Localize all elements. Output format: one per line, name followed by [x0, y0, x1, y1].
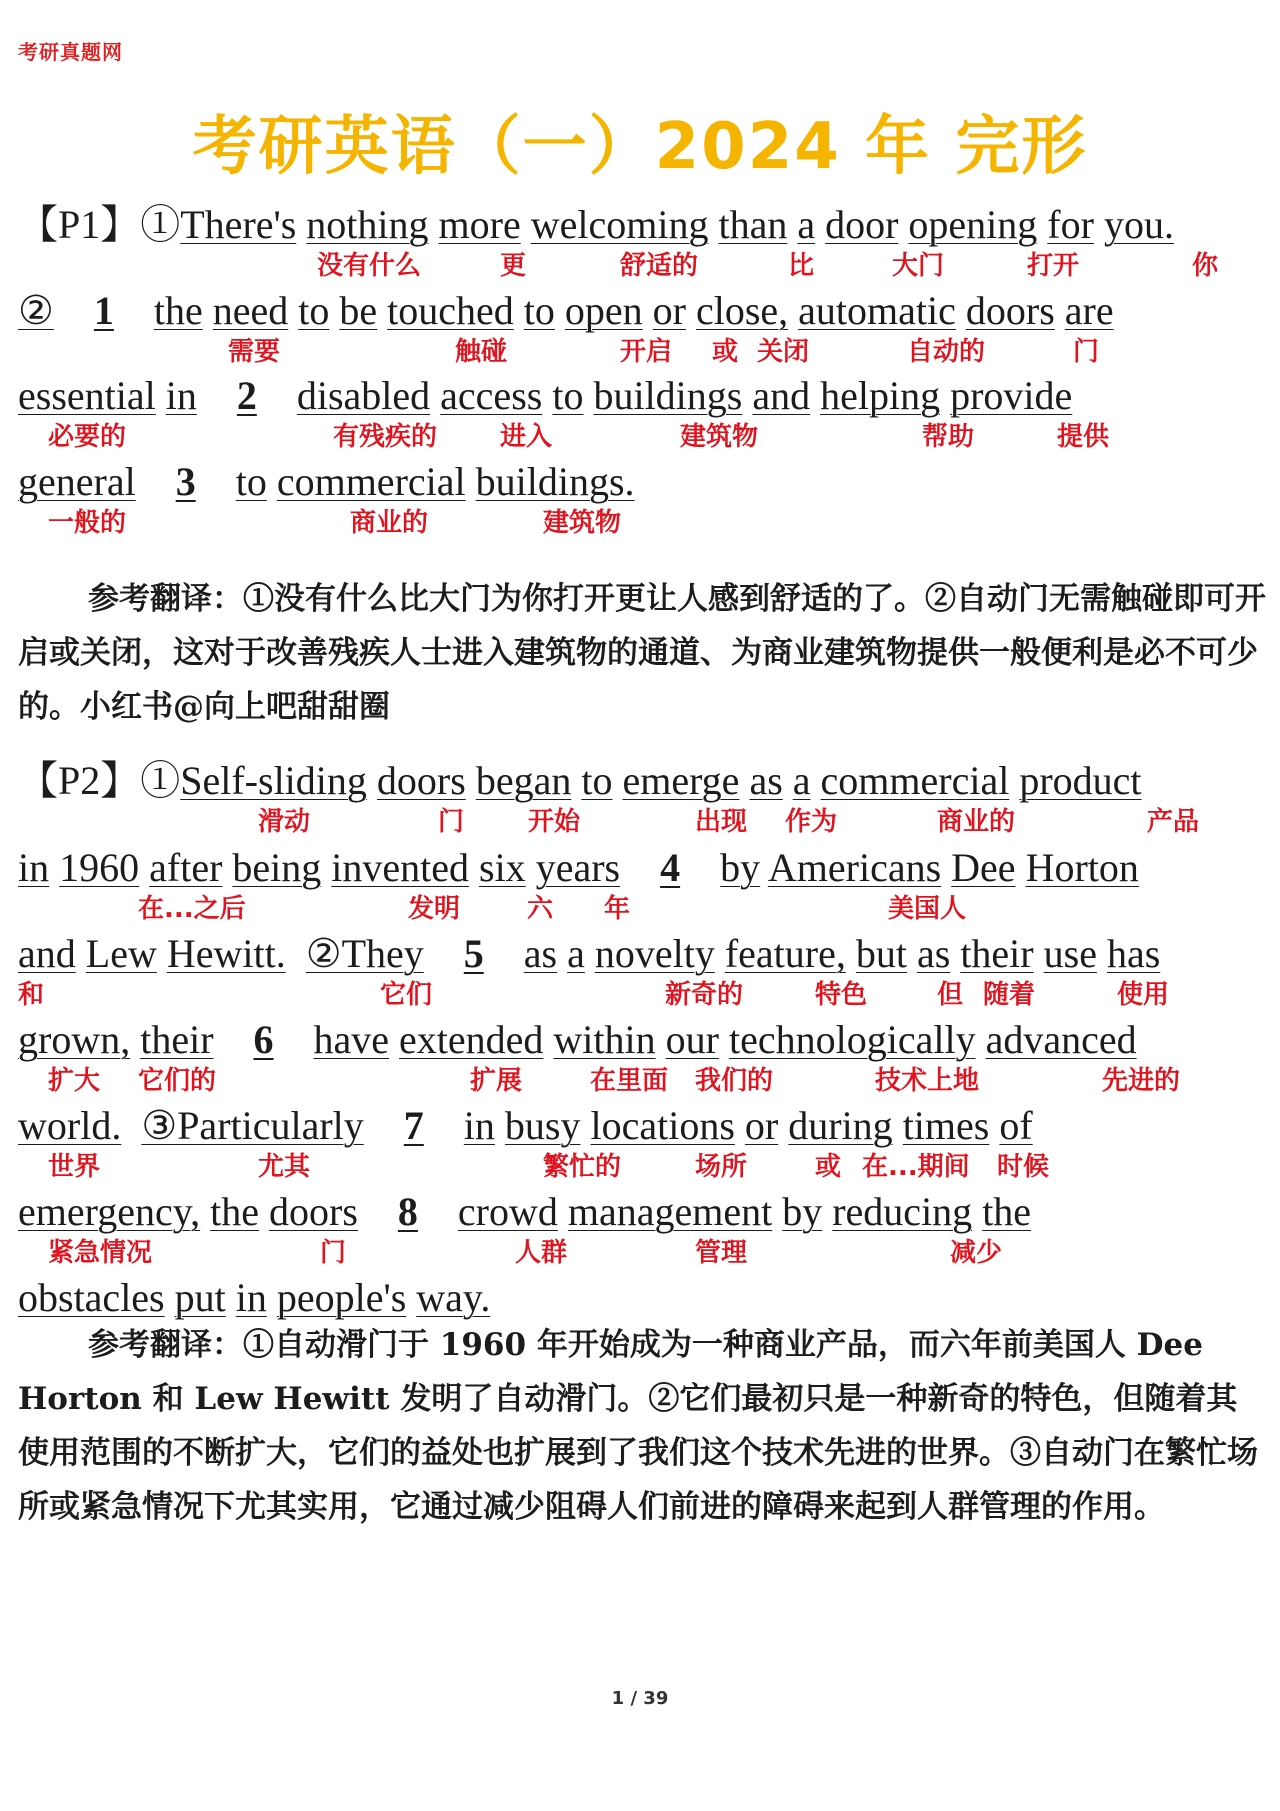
chinese-gloss: 门: [320, 1238, 347, 1268]
word: commercial: [276, 459, 466, 504]
spacer: [130, 1017, 140, 1062]
spacer: [514, 288, 524, 333]
word: use: [1043, 931, 1097, 976]
word: obstacles: [18, 1275, 165, 1320]
chinese-gloss: 尤其: [258, 1152, 311, 1182]
spacer: [1097, 931, 1107, 976]
spacer: [656, 1017, 666, 1062]
word: opening: [908, 202, 1038, 247]
chinese-gloss: 产品: [1147, 807, 1200, 837]
word: to: [235, 459, 267, 504]
spacer: [822, 1189, 832, 1234]
word: buildings: [593, 373, 743, 418]
word: a: [792, 758, 811, 803]
p2-translation: [18, 1318, 1268, 1534]
word: invented: [331, 845, 469, 890]
chinese-gloss: 建筑物: [543, 508, 622, 538]
word: open: [564, 288, 643, 333]
chinese-gloss: 关闭: [757, 337, 810, 367]
word: ②: [18, 288, 54, 333]
chinese-gloss: 它们的: [138, 1066, 217, 1096]
spacer: [643, 288, 653, 333]
chinese-gloss: 大门: [892, 251, 945, 281]
chinese-gloss: 使用: [1117, 980, 1170, 1010]
word: novelty: [594, 931, 715, 976]
word: as: [749, 758, 783, 803]
word: of: [999, 1103, 1033, 1148]
chinese-gloss: 时候: [997, 1152, 1050, 1182]
chinese-gloss: 商业的: [937, 807, 1016, 837]
word: feature,: [724, 931, 846, 976]
spacer: [49, 845, 59, 890]
spacer: [286, 931, 306, 976]
word: access: [440, 373, 543, 418]
p2-line: [18, 845, 1139, 891]
spacer: [555, 288, 565, 333]
chinese-gloss: 发明: [408, 894, 461, 924]
chinese-gloss: 减少: [950, 1238, 1003, 1268]
spacer: [620, 845, 660, 890]
watermark: 考研真题网: [18, 40, 123, 64]
spacer: [429, 202, 439, 247]
spacer: [364, 1103, 404, 1148]
chinese-gloss: 自动的: [907, 337, 986, 367]
word: has: [1106, 931, 1161, 976]
chinese-gloss: 新奇的: [665, 980, 744, 1010]
spacer: [583, 373, 593, 418]
word: for: [1047, 202, 1094, 247]
word: doors: [965, 288, 1055, 333]
word: by: [782, 1189, 823, 1234]
word: are: [1064, 288, 1114, 333]
chinese-gloss: 美国人: [888, 894, 967, 924]
word: essential: [18, 373, 156, 418]
spacer: [571, 758, 581, 803]
word: There's: [180, 202, 297, 247]
chinese-gloss: 一般的: [48, 508, 127, 538]
spacer: [760, 845, 768, 890]
word: than: [718, 202, 788, 247]
word: Lew: [85, 931, 157, 976]
word: be: [339, 288, 378, 333]
word: doors: [376, 758, 466, 803]
word: or: [652, 288, 686, 333]
word: disabled: [296, 373, 431, 418]
word: during: [788, 1103, 893, 1148]
spacer: [542, 373, 552, 418]
spacer: [898, 202, 908, 247]
spacer: [466, 758, 476, 803]
word: locations: [590, 1103, 735, 1148]
word: but: [855, 931, 907, 976]
spacer: [976, 1017, 986, 1062]
spacer: [1037, 202, 1047, 247]
word: the: [153, 288, 203, 333]
spacer: [136, 459, 176, 504]
blank-number: 3: [175, 459, 196, 504]
spacer: [156, 373, 166, 418]
word: in: [18, 845, 50, 890]
chinese-gloss: 门: [1073, 337, 1100, 367]
word: crowd: [457, 1189, 558, 1234]
spacer: [259, 1189, 269, 1234]
word: Dee: [951, 845, 1016, 890]
word: commercial: [820, 758, 1010, 803]
spacer: [772, 1189, 782, 1234]
p2-line: [18, 1275, 490, 1321]
word: reducing: [832, 1189, 973, 1234]
spacer: [200, 1189, 210, 1234]
word: door: [825, 202, 899, 247]
chinese-gloss: 它们: [380, 980, 433, 1010]
chinese-gloss: 进入: [500, 422, 553, 452]
spacer: [810, 373, 820, 418]
chinese-gloss: 紧急情况: [48, 1238, 153, 1268]
spacer: [783, 758, 793, 803]
word: provide: [950, 373, 1073, 418]
chinese-gloss: 随着: [983, 980, 1036, 1010]
spacer: [196, 459, 236, 504]
word: as: [916, 931, 951, 976]
p2-line: [18, 1189, 1031, 1235]
spacer: [989, 1103, 999, 1148]
chinese-gloss: 场所: [695, 1152, 748, 1182]
word: a: [567, 931, 585, 976]
spacer: [972, 1189, 982, 1234]
spacer: [742, 373, 752, 418]
spacer: [267, 459, 277, 504]
chinese-gloss: 我们的: [695, 1066, 774, 1096]
word: as: [523, 931, 558, 976]
chinese-gloss: 人群: [515, 1238, 568, 1268]
p2-translation-text: 参考翻译：①自动滑门于 1960 年开始成为一种商业产品，而六年前美国人 Dee Horton 和 Lew Hewitt 发明了自动滑门。②它们最初只是一种新奇的特色，但随着其使用范围的不断扩大，它们的益处也扩展到了我们这个技术先进的世界。③自动门在繁忙场所或紧急情况下尤其实用，它通过减少阻碍人们前进的障碍来起到人群管理的作用。: [18, 1327, 1258, 1525]
spacer: [165, 1275, 175, 1320]
word: buildings.: [475, 459, 635, 504]
spacer: [377, 288, 387, 333]
word: way.: [416, 1275, 491, 1320]
word: within: [553, 1017, 656, 1062]
chinese-gloss: 帮助: [922, 422, 975, 452]
word: Self-sliding: [180, 758, 367, 803]
word: you.: [1103, 202, 1174, 247]
chinese-gloss: 滑动: [258, 807, 311, 837]
spacer: [430, 373, 440, 418]
spacer: [956, 288, 966, 333]
word: years: [535, 845, 621, 890]
chinese-gloss: 扩展: [470, 1066, 523, 1096]
word: technologically: [728, 1017, 976, 1062]
spacer: [739, 758, 749, 803]
spacer: [907, 931, 917, 976]
spacer: [521, 202, 531, 247]
spacer: [1034, 931, 1044, 976]
word: ②They: [305, 931, 424, 976]
chinese-gloss: 或: [815, 1152, 842, 1182]
spacer: [469, 845, 479, 890]
p1-line: [18, 202, 1174, 248]
word: management: [567, 1189, 773, 1234]
spacer: [941, 845, 951, 890]
chinese-gloss: 和: [18, 980, 45, 1010]
spacer: [329, 288, 339, 333]
word: welcoming: [530, 202, 709, 247]
word: people's: [276, 1275, 407, 1320]
spacer: [274, 1017, 314, 1062]
spacer: [686, 288, 696, 333]
spacer: [495, 1103, 505, 1148]
word: automatic: [798, 288, 956, 333]
word: and: [752, 373, 811, 418]
word: Hewitt.: [166, 931, 286, 976]
word: helping: [820, 373, 941, 418]
chinese-gloss: 作为: [785, 807, 838, 837]
spacer: [76, 931, 86, 976]
p1-line: [18, 459, 635, 505]
chinese-gloss: 特色: [815, 980, 868, 1010]
word: world.: [18, 1103, 122, 1148]
spacer: [940, 373, 950, 418]
spacer: [54, 288, 94, 333]
spacer: [424, 931, 464, 976]
blank-number: 1: [93, 288, 114, 333]
spacer: [846, 931, 856, 976]
word: ③Particularly: [141, 1103, 364, 1148]
p1-translation: [18, 572, 1268, 734]
p2-line: [18, 758, 1142, 804]
spacer: [406, 1275, 416, 1320]
chinese-gloss: 没有什么: [317, 251, 422, 281]
word: after: [149, 845, 223, 890]
spacer: [719, 1017, 729, 1062]
spacer: [226, 1275, 236, 1320]
word: our: [665, 1017, 719, 1062]
word: grown,: [18, 1017, 131, 1062]
spacer: [950, 931, 960, 976]
chinese-gloss: 六: [527, 894, 554, 924]
word: a: [797, 202, 816, 247]
word: advanced: [985, 1017, 1137, 1062]
page-number: 1 / 39: [611, 1688, 669, 1709]
blank-number: 2: [236, 373, 257, 418]
word: the: [982, 1189, 1032, 1234]
spacer: [484, 931, 524, 976]
spacer: [358, 1189, 398, 1234]
word: in: [165, 373, 197, 418]
blank-number: 5: [463, 931, 484, 976]
chinese-gloss: 更: [500, 251, 527, 281]
p2-line: [18, 1103, 1033, 1149]
spacer: [558, 1189, 568, 1234]
word: six: [479, 845, 526, 890]
spacer: [811, 758, 821, 803]
word: their: [960, 931, 1034, 976]
blank-number: 7: [403, 1103, 424, 1148]
spacer: [680, 845, 720, 890]
chinese-gloss: 出现: [695, 807, 748, 837]
p2-line: [18, 931, 1160, 977]
chinese-gloss: 比: [788, 251, 815, 281]
chinese-gloss: 繁忙的: [543, 1152, 622, 1182]
spacer: 【P2】①: [18, 758, 181, 803]
word: touched: [387, 288, 514, 333]
chinese-gloss: 在里面: [590, 1066, 669, 1096]
p1-translation-text: 参考翻译：①没有什么比大门为你打开更让人感到舒适的了。②自动门无需触碰即可开启或关闭，这对于改善残疾人士进入建筑物的通道、为商业建筑物提供一般便利是必不可少的。小红书@向上吧甜甜圈: [18, 581, 1266, 725]
word: product: [1019, 758, 1142, 803]
word: emerge: [622, 758, 740, 803]
word: or: [744, 1103, 779, 1148]
word: Horton: [1025, 845, 1139, 890]
spacer: [267, 1275, 277, 1320]
blank-number: 6: [253, 1017, 274, 1062]
word: 1960: [59, 845, 140, 890]
p1-line: [18, 288, 1114, 334]
spacer: [526, 845, 536, 890]
spacer: 【P1】①: [18, 202, 181, 247]
word: to: [523, 288, 555, 333]
spacer: [735, 1103, 745, 1148]
chinese-gloss: 有残疾的: [333, 422, 438, 452]
word: times: [902, 1103, 990, 1148]
word: in: [463, 1103, 495, 1148]
chinese-gloss: 年: [604, 894, 631, 924]
spacer: [389, 1017, 399, 1062]
word: doors: [269, 1189, 358, 1234]
word: to: [552, 373, 584, 418]
spacer: [203, 288, 213, 333]
chinese-gloss: 管理: [695, 1238, 748, 1268]
spacer: [1009, 758, 1019, 803]
chinese-gloss: 或: [712, 337, 739, 367]
spacer: [1016, 845, 1026, 890]
spacer: [222, 845, 232, 890]
spacer: [708, 202, 718, 247]
spacer: [424, 1103, 464, 1148]
word: nothing: [306, 202, 429, 247]
spacer: [321, 845, 331, 890]
spacer: [197, 373, 237, 418]
spacer: [157, 931, 167, 976]
spacer: [787, 202, 797, 247]
word: the: [210, 1189, 260, 1234]
spacer: [257, 373, 297, 418]
chinese-gloss: 在...之后: [138, 894, 246, 924]
spacer: [581, 1103, 591, 1148]
blank-number: 4: [660, 845, 681, 890]
chinese-gloss: 触碰: [455, 337, 508, 367]
chinese-gloss: 技术上地: [875, 1066, 980, 1096]
spacer: [778, 1103, 788, 1148]
spacer: [557, 931, 567, 976]
p2-line: [18, 1017, 1137, 1063]
spacer: [288, 288, 298, 333]
word: being: [232, 845, 322, 890]
chinese-gloss: 开启: [620, 337, 673, 367]
word: in: [235, 1275, 267, 1320]
chinese-gloss: 先进的: [1102, 1066, 1181, 1096]
chinese-gloss: 门: [438, 807, 465, 837]
spacer: [466, 459, 476, 504]
chinese-gloss: 打开: [1027, 251, 1080, 281]
spacer: [1055, 288, 1065, 333]
word: to: [581, 758, 613, 803]
p1-line: [18, 373, 1072, 419]
spacer: [788, 288, 798, 333]
spacer: [815, 202, 825, 247]
spacer: [893, 1103, 903, 1148]
spacer: [612, 758, 622, 803]
spacer: [585, 931, 595, 976]
word: their: [140, 1017, 214, 1062]
chinese-gloss: 扩大: [48, 1066, 101, 1096]
spacer: [214, 1017, 254, 1062]
spacer: [114, 288, 154, 333]
chinese-gloss: 但: [937, 980, 964, 1010]
spacer: [1094, 202, 1104, 247]
spacer: [139, 845, 149, 890]
spacer: [296, 202, 306, 247]
word: emergency,: [18, 1189, 201, 1234]
chinese-gloss: 提供: [1057, 422, 1110, 452]
spacer: [715, 931, 725, 976]
word: began: [475, 758, 572, 803]
word: have: [313, 1017, 390, 1062]
blank-number: 8: [397, 1189, 418, 1234]
chinese-gloss: 需要: [228, 337, 281, 367]
spacer: [367, 758, 377, 803]
word: need: [212, 288, 289, 333]
chinese-gloss: 建筑物: [680, 422, 759, 452]
word: more: [438, 202, 521, 247]
chinese-gloss: 开始: [528, 807, 581, 837]
word: extended: [399, 1017, 544, 1062]
word: to: [298, 288, 330, 333]
word: by: [720, 845, 761, 890]
word: and: [18, 931, 76, 976]
spacer: [418, 1189, 458, 1234]
word: busy: [504, 1103, 581, 1148]
word: general: [18, 459, 136, 504]
chinese-gloss: 舒适的: [620, 251, 699, 281]
spacer: [543, 1017, 553, 1062]
chinese-gloss: 必要的: [48, 422, 127, 452]
chinese-gloss: 世界: [48, 1152, 101, 1182]
chinese-gloss: 你: [1192, 251, 1219, 281]
spacer: [121, 1103, 141, 1148]
word: close,: [695, 288, 789, 333]
page-title: 考研英语（一）2024 年 完形: [192, 110, 1088, 184]
word: put: [174, 1275, 226, 1320]
word: Americans: [767, 845, 942, 890]
chinese-gloss: 商业的: [350, 508, 429, 538]
chinese-gloss: 在...期间: [862, 1152, 970, 1182]
